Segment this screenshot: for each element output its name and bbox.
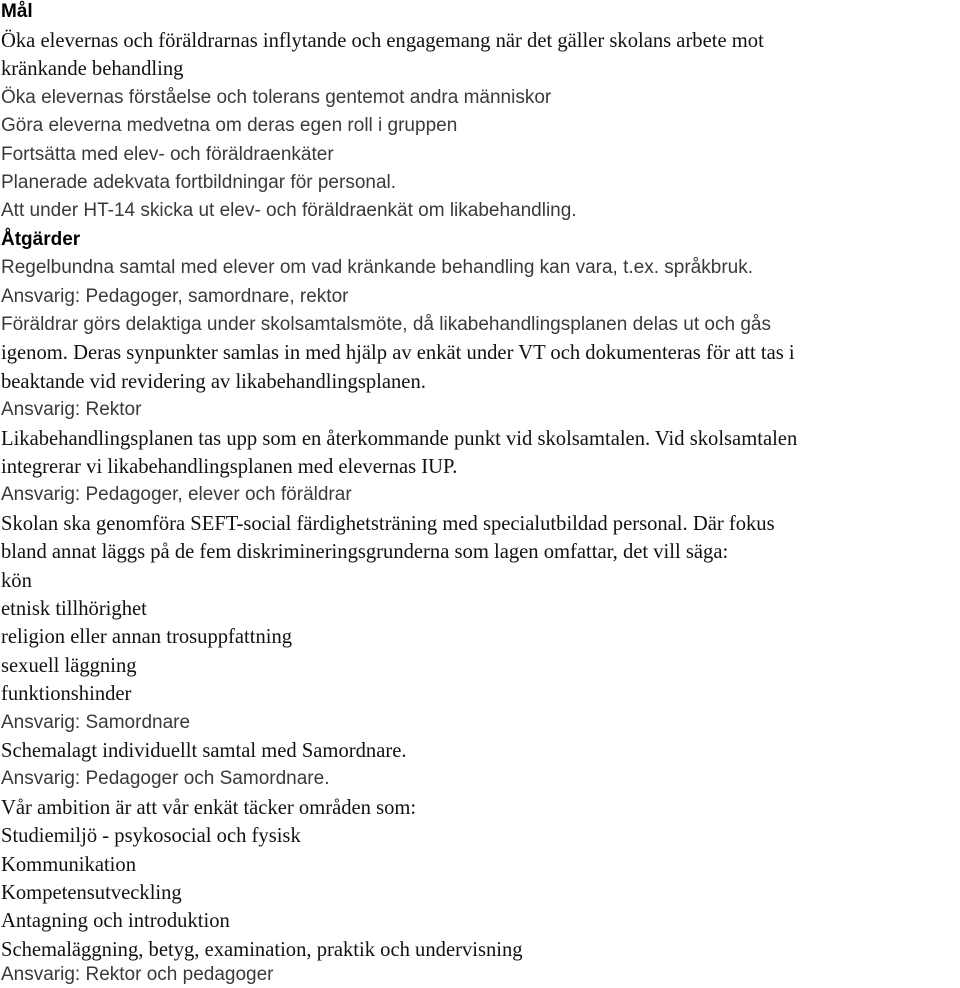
goal-line: Fortsätta med elev- och föräldraenkäter: [1, 144, 334, 165]
goal-line: Göra eleverna medvetna om deras egen roll i gruppen: [1, 115, 458, 136]
list-item: Studiemiljö - psykosocial och fysisk: [1, 825, 301, 847]
list-item: Schemaläggning, betyg, examination, praktik och undervisning: [1, 939, 523, 961]
list-item: Kompetensutveckling: [1, 882, 182, 904]
action-line: Regelbundna samtal med elever om vad kränkande behandling kan vara, t.ex. språkbruk.: [1, 257, 753, 278]
action-line: Vår ambition är att vår enkät täcker områden som:: [1, 797, 417, 819]
heading-mal: Mål: [1, 1, 33, 22]
goal-line: Planerade adekvata fortbildningar för personal.: [1, 172, 397, 193]
responsible-line: Ansvarig: Pedagoger, elever och föräldrar: [1, 484, 352, 505]
action-line: Schemalagt individuellt samtal med Samordnare.: [1, 740, 407, 762]
action-line: Föräldrar görs delaktiga under skolsamtalsmöte, då likabehandlingsplanen delas ut och gås: [1, 314, 771, 335]
responsible-line: Ansvarig: Rektor och pedagoger: [1, 964, 274, 985]
goal-line: Öka elevernas och föräldrarnas inflytande och engagemang när det gäller skolans arbete mot: [1, 30, 764, 52]
goal-line: Att under HT-14 skicka ut elev- och föräldraenkät om likabehandling.: [1, 200, 577, 221]
list-item: Kommunikation: [1, 854, 136, 876]
list-item: sexuell läggning: [1, 655, 137, 677]
action-line: Likabehandlingsplanen tas upp som en återkommande punkt vid skolsamtalen. Vid skolsamtalen: [1, 428, 798, 450]
action-line: Skolan ska genomföra SEFT-social färdighetsträning med specialutbildad personal. Där fokus: [1, 513, 775, 535]
goal-line: Öka elevernas förståelse och tolerans gentemot andra människor: [1, 87, 552, 108]
list-item: Antagning och introduktion: [1, 910, 230, 932]
action-line: beaktande vid revidering av likabehandlingsplanen.: [1, 371, 426, 393]
list-item: kön: [1, 570, 32, 592]
list-item: religion eller annan trosuppfattning: [1, 626, 293, 648]
responsible-line: Ansvarig: Pedagoger, samordnare, rektor: [1, 286, 349, 307]
heading-atgarder: Åtgärder: [1, 229, 81, 250]
list-item: funktionshinder: [1, 683, 132, 705]
goal-line: kränkande behandling: [1, 58, 184, 80]
responsible-line: Ansvarig: Rektor: [1, 399, 142, 420]
responsible-line: Ansvarig: Pedagoger och Samordnare.: [1, 768, 330, 789]
action-line: igenom. Deras synpunkter samlas in med hjälp av enkät under VT och dokumenteras för att tas i: [1, 342, 795, 364]
responsible-line: Ansvarig: Samordnare: [1, 712, 191, 733]
action-line: integrerar vi likabehandlingsplanen med elevernas IUP.: [1, 456, 458, 478]
list-item: etnisk tillhörighet: [1, 598, 147, 620]
action-line: bland annat läggs på de fem diskrimineringsgrunderna som lagen omfattar, det vill säga:: [1, 541, 729, 563]
